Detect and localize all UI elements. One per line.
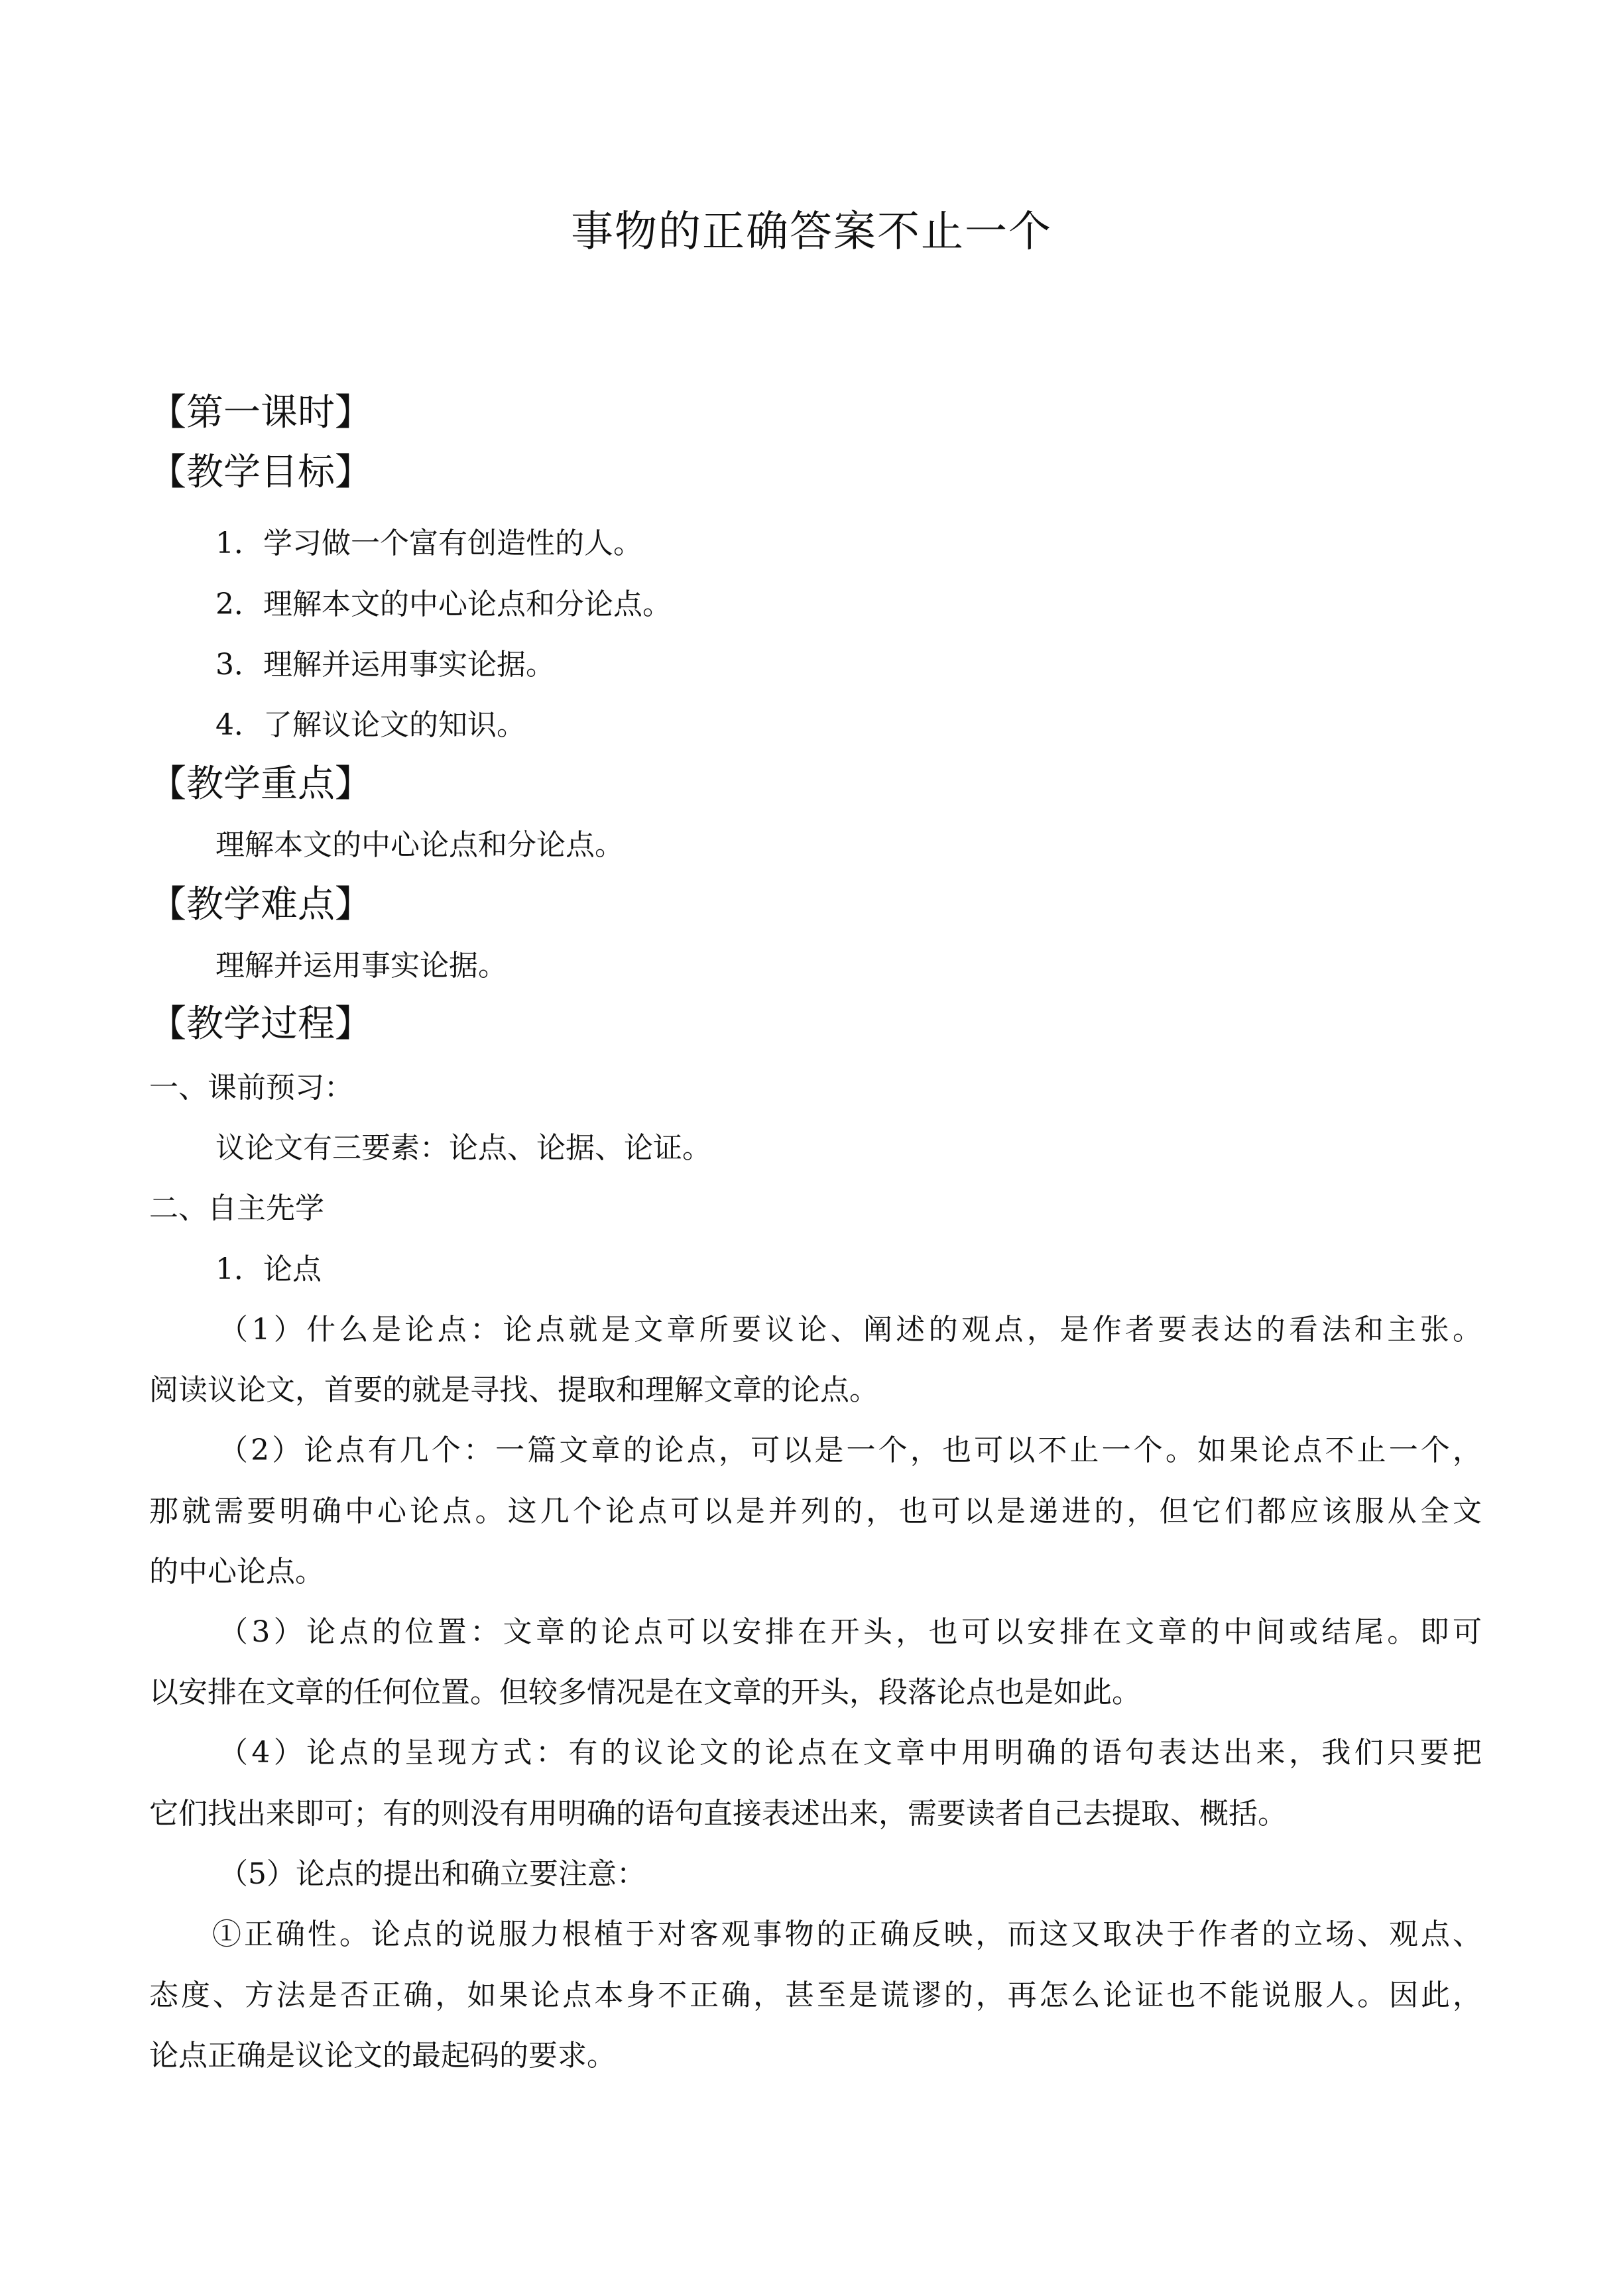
paragraph-line: 阅读议论文，首要的就是寻找、提取和理解文章的论点。 bbox=[149, 1373, 878, 1407]
objective-item: 2．理解本文的中心论点和分论点。 bbox=[215, 587, 672, 621]
paragraph-line: （1）什么是论点：论点就是文章所要议论、阐述的观点，是作者要表达的看法和主张。 bbox=[219, 1313, 1482, 1347]
paragraph-line: 它们找出来即可；有的则没有用明确的语句直接表述出来，需要读者自己去提取、概括。 bbox=[149, 1797, 1287, 1831]
paragraph-line: 那就需要明确中心论点。这几个论点可以是并列的，也可以是递进的，但它们都应该服从全文 bbox=[149, 1494, 1482, 1528]
lesson-heading: 【第一课时】 bbox=[149, 391, 372, 434]
section-preview-text: 议论文有三要素：论点、论据、论证。 bbox=[215, 1131, 711, 1165]
paragraph-line: 论点正确是议论文的最起码的要求。 bbox=[149, 2039, 616, 2073]
page-title: 事物的正确答案不止一个 bbox=[571, 208, 1052, 257]
objective-item: 3．理解并运用事实论据。 bbox=[215, 648, 555, 682]
section-self-study-heading: 二、自主先学 bbox=[149, 1191, 324, 1225]
paragraph-line: 态度、方法是否正确，如果论点本身不正确，甚至是谎谬的，再怎么论证也不能说服人。因此， bbox=[149, 1978, 1482, 2012]
key-point-heading: 【教学重点】 bbox=[149, 762, 372, 806]
objective-item: 4．了解议论文的知识。 bbox=[215, 708, 526, 742]
paragraph-line: 的中心论点。 bbox=[149, 1555, 324, 1589]
process-heading: 【教学过程】 bbox=[149, 1002, 372, 1046]
difficulty-text: 理解并运用事实论据。 bbox=[215, 949, 507, 983]
paragraph-line: （3）论点的位置：文章的论点可以安排在开头，也可以安排在文章的中间或结尾。即可 bbox=[219, 1615, 1482, 1649]
paragraph-line: ①正确性。论点的说服力根植于对客观事物的正确反映，而这又取决于作者的立场、观点、 bbox=[212, 1917, 1482, 1951]
objectives-heading: 【教学目标】 bbox=[149, 451, 372, 494]
difficulty-heading: 【教学难点】 bbox=[149, 883, 372, 926]
paragraph-line: （2）论点有几个：一篇文章的论点，可以是一个，也可以不止一个。如果论点不止一个， bbox=[219, 1433, 1482, 1467]
key-point-text: 理解本文的中心论点和分论点。 bbox=[215, 828, 624, 862]
paragraph-line: （4）论点的呈现方式：有的议论文的论点在文章中用明确的语句表达出来，我们只要把 bbox=[219, 1736, 1482, 1770]
paragraph-line: （5）论点的提出和确立要注意： bbox=[219, 1857, 646, 1891]
subsection-argument-heading: 1．论点 bbox=[215, 1252, 322, 1286]
section-preview-heading: 一、课前预习： bbox=[149, 1071, 353, 1105]
objective-item: 1．学习做一个富有创造性的人。 bbox=[215, 526, 642, 560]
paragraph-line: 以安排在文章的任何位置。但较多情况是在文章的开头，段落论点也是如此。 bbox=[149, 1675, 1141, 1709]
